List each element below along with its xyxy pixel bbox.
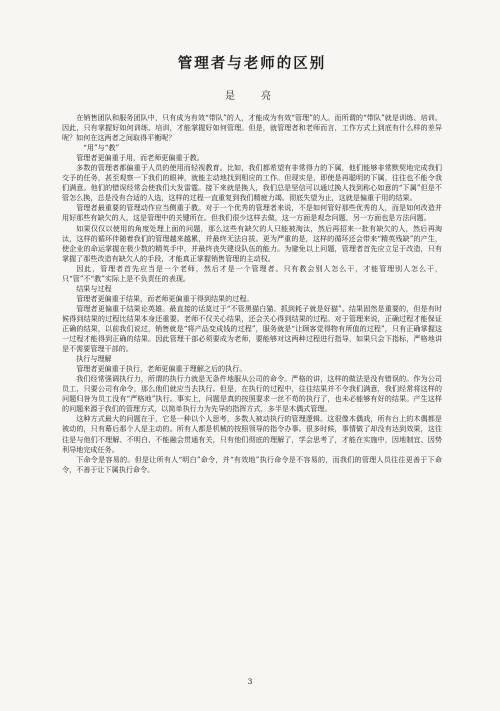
- paragraph: 下命令是容易的。但是让所有人“明白”命令，并“有效地”执行命令是不容易的，而我们的管理人员往往更善于下命令，不善于让下属执行命令。: [62, 454, 442, 474]
- section-heading: “用”与“教”: [83, 143, 120, 153]
- paragraph: 多数的管理者都偏重于人员的使用而轻视教育。比如，我们都希望有非常得力的下属，他们能够非常默契地完成我们交予的任务，甚至观察一下我们的眼神，就能主动地找到相应的工作。但现实是，即使是再聪明的下属，往往也不能令我们满意。他们的错误经常会使我们大发雷霆。接下来就是换人，我们总是坚信可以通过换人找到称心如意的“下属”但是不管怎么换，总是没有合适的人选，这样的过程一直重复到我们精疲力竭。彻底失望为止，这就是偏重于用的结果。: [62, 163, 442, 203]
- section-heading: 结果与过程: [76, 283, 112, 293]
- paragraph: 这种方式最大的问题在于，它是一种以个人思考，多数人被动执行的管理逻辑。这很像木偶戏，所有台上的木偶都是被动的，只有幕后那个人是主动的。所有人都是机械的按照领导的指令办事。很多时候，事情做了却没有达到效果，这往往是与他们不理解、不明白、不能融会贯通有关，只有他们彻底的理解了，学会思考了，才能在实施中，因地制宜、因势利导地完成任务。: [62, 414, 442, 454]
- paragraph: 因此，管理者首先应当是一个老师，然后才是一个管理者。只有教会别人怎么干，才能管理别人怎么干，只“管”不“教”实际上是不负责任的表现。: [62, 263, 442, 283]
- paragraph: 管理者更偏重于用，而老师更偏重于教。: [76, 153, 204, 163]
- article-body: [62, 113, 442, 475]
- article-author: 是 亮: [225, 91, 279, 102]
- paragraph: 管理者更偏重于结果，而老师更偏重于得到结果的过程。: [76, 293, 254, 303]
- article-title: 管理者与老师的区别: [177, 55, 327, 72]
- page-number: 3: [247, 677, 253, 686]
- paragraph: 管理者最重要的管理动作应当侧重于教。对于一个优秀的管理者来说，不是如何管好那些优秀的人，而是如何改造并用好那些有缺欠的人，这是管理中的关键所在。但我们很少这样去做，这一方面是观念问题，另一方面也是方法问题。: [62, 203, 442, 223]
- section-heading: 执行与理解: [76, 354, 112, 364]
- paragraph: 管理者更偏重于执行，老师更偏重于理解之后的执行。: [76, 364, 247, 374]
- paragraph: 管理者更偏重于结果论英雄。最直接的话莫过于“不管黑猫白猫、抓到耗子就是好猫”。结果固然是重要的，但是有时候得到结果的过程比结果本身还重要。老师不仅关心结果，还会关心得到结果的过程。对于管理来说，正确过程才能保证正确的结果，以前我们说过，销售就是“将产品变成钱的过程”，服务就是“让顾客觉得物有所值的过程”，只有正确掌握这一过程才能得到正确的结果。因此管理干部必须要成为老师，要能够对这两种过程进行指导，如果只会下指标，严格地讲是不需要管理干部的。: [62, 303, 442, 354]
- paragraph: 如果仅仅以使用的角度处理上面的问题，那么这些有缺欠的人只能被淘汰，然后再招来一批有缺欠的人，然后再淘汰，这样的循环伴随着我们的管理越来越累，并最终无法自拔。更为严重的是，这样的循环还会带来“精英残缺”的产生，使企业的命运掌握在极少数的精英手中，并最终丧失建设队伍的能力。为避免以上问题，管理者首先应立足于改造，只有掌握了那些改造有缺欠人的手段，才能真正掌握销售管理的主动权。: [62, 223, 442, 263]
- paragraph: 我们经常强调执行力，所谓的执行力就是无条件地服从公司的命令。严格的讲，这样的做法是没有错误的。作为公司员工，只要公司有命令，那么他们就应当去执行。但是，在执行的过程中，往往结果并不令我们满意，我们经常将这样的问题归咎为员工没有“严格地”执行。事实上，问题是真的按照要求一丝不苟的执行了，也未必能够有好的结果。产生这样的问题来源于我们的管理方式，以简单执行力为先导的指挥方式，多半是木偶式管理。: [62, 374, 442, 414]
- paragraph: 在销售团队和服务团队中，只有成为有效“带队”的人，才能成为有效“管理”的人。而所谓的“带队”就是训练、培训。因此，只有掌握好如何训练、培训，才能掌握好如何管理。但是，就管理者和老师而言，工作方式上到底有什么样的差异呢？如何在这两者之间取得平衡呢？: [62, 113, 442, 143]
